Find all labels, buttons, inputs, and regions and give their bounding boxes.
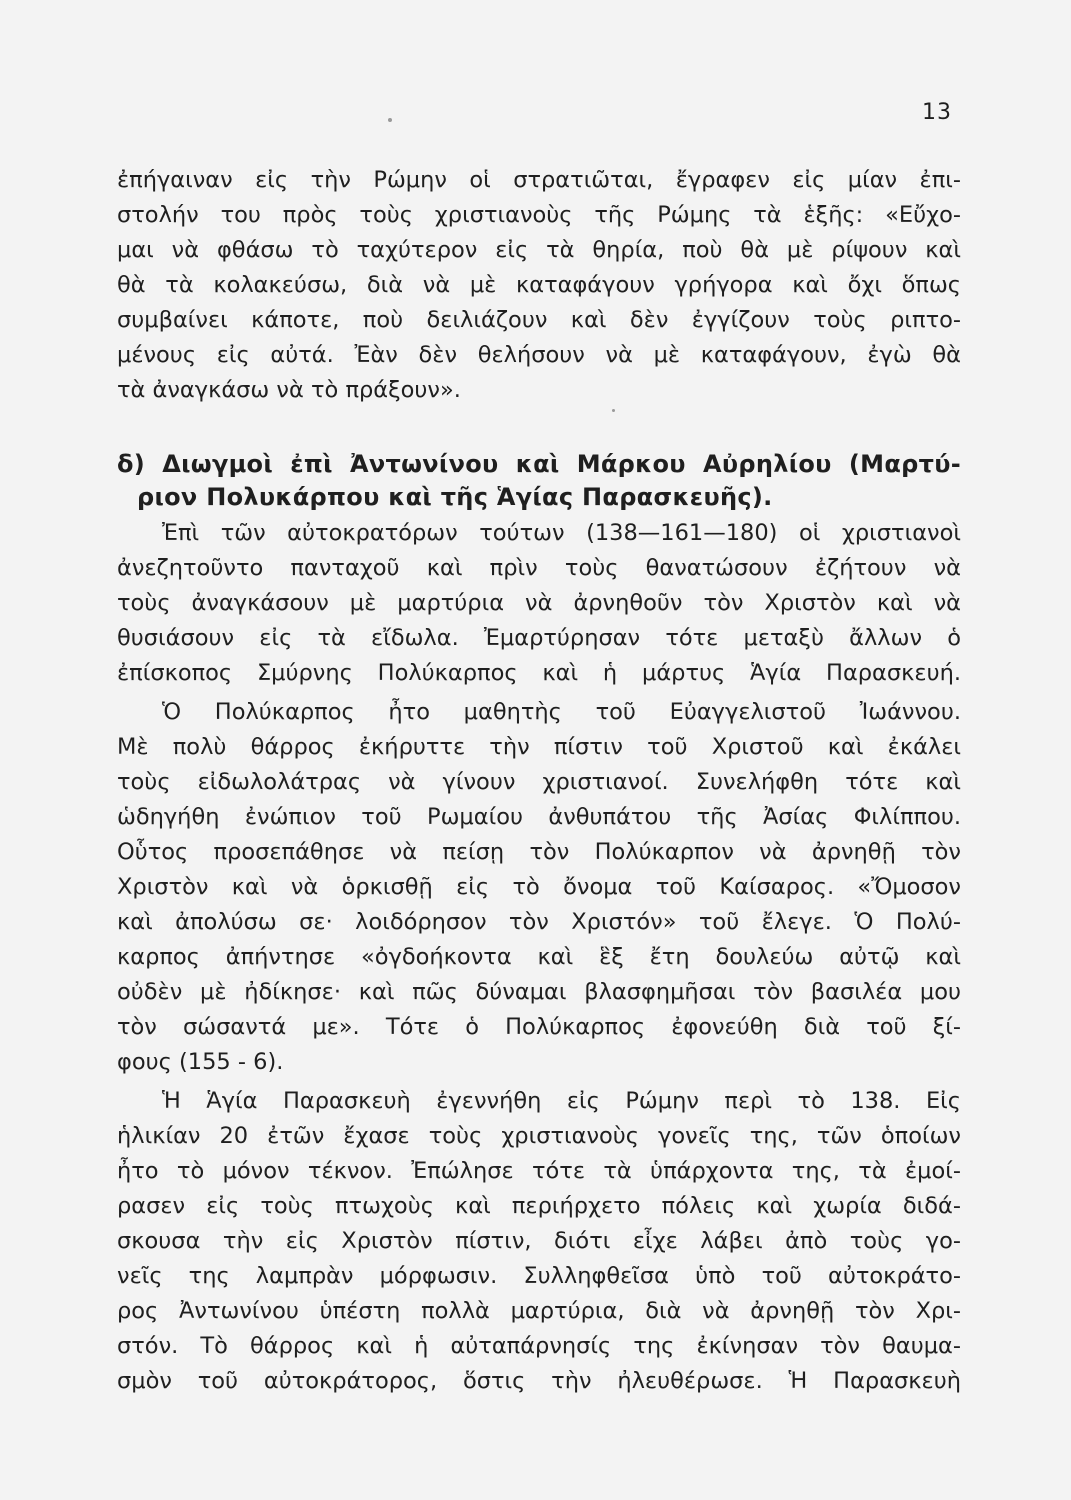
text-line: ὡδηγήθη ἐνώπιον τοῦ Ρωμαίου ἀνθυπάτου τῆς Ἀσίας Φιλίππου. (117, 804, 961, 830)
text-line: ρασεν εἰς τοὺς πτωχοὺς καὶ περιήρχετο πόλεις καὶ χωρία διδά- (117, 1193, 961, 1219)
text-line: ἀνεζητοῦντο πανταχοῦ καὶ πρὶν τοὺς θανατώσουν ἐζήτουν νὰ (117, 555, 961, 581)
text-line: τοὺς ἀναγκάσουν μὲ μαρτύρια νὰ ἀρνηθοῦν τὸν Χριστὸν καὶ νὰ (117, 590, 961, 616)
text-line: στόν. Τὸ θάρρος καὶ ἡ αὐταπάρνησίς της ἐκίνησαν τὸν θαυμα- (117, 1333, 961, 1359)
text-line: ἦτο τὸ μόνον τέκνον. Ἐπώλησε τότε τὰ ὑπάρχοντα της, τὰ ἐμοί- (117, 1158, 961, 1184)
text-line: Ἡ Ἁγία Παρασκευὴ ἐγεννήθη εἰς Ρώμην περὶ τὸ 138. Εἰς (162, 1088, 961, 1114)
text-line: στολήν του πρὸς τοὺς χριστιανοὺς τῆς Ρώμης τὰ ἑξῆς: «Εὔχο- (117, 202, 961, 228)
text-line: νεῖς της λαμπρὰν μόρφωσιν. Συλληφθεῖσα ὑπὸ τοῦ αὐτοκράτο- (117, 1263, 961, 1289)
scan-speck (612, 409, 615, 412)
text-line: τὸν σώσαντά με». Τότε ὁ Πολύκαρπος ἐφονεύθη διὰ τοῦ ξί- (117, 1014, 961, 1040)
text-line: ἡλικίαν 20 ἐτῶν ἔχασε τοὺς χριστιανοὺς γονεῖς της, τῶν ὁποίων (117, 1123, 961, 1149)
text-line: συμβαίνει κάποτε, ποὺ δειλιάζουν καὶ δὲν ἐγγίζουν τοὺς ριπτο- (117, 307, 961, 333)
text-line: Οὗτος προσεπάθησε νὰ πείσῃ τὸν Πολύκαρπον νὰ ἀρνηθῇ τὸν (117, 839, 961, 865)
section-heading: δ) Διωγμοὶ ἐπὶ Ἀντωνίνου καὶ Μάρκου Αὐρηλίου (Μαρτύ- (117, 450, 961, 478)
text-line: σμὸν τοῦ αὐτοκράτορος, ὅστις τὴν ἠλευθέρωσε. Ἡ Παρασκευὴ (117, 1368, 961, 1394)
text-line: Χριστὸν καὶ νὰ ὁρκισθῇ εἰς τὸ ὄνομα τοῦ Καίσαρος. «Ὄμοσον (117, 874, 961, 900)
text-line: Ἐπὶ τῶν αὐτοκρατόρων τούτων (138—161—180) οἱ χριστιανοὶ (162, 520, 961, 546)
scan-speck (388, 118, 392, 122)
text-line: θυσιάσουν εἰς τὰ εἴδωλα. Ἐμαρτύρησαν τότε μεταξὺ ἄλλων ὁ (117, 625, 961, 651)
text-line: τὰ ἀναγκάσω νὰ τὸ πράξουν». (117, 377, 461, 403)
text-line: σκουσα τὴν εἰς Χριστὸν πίστιν, διότι εἶχε λάβει ἀπὸ τοὺς γο- (117, 1228, 961, 1254)
text-line: τοὺς εἰδωλολάτρας νὰ γίνουν χριστιανοί. Συνελήφθη τότε καὶ (117, 769, 961, 795)
page-number: 13 (922, 100, 952, 125)
text-line: καὶ ἀπολύσω σε· λοιδόρησον τὸν Χριστόν» τοῦ ἔλεγε. Ὁ Πολύ- (117, 909, 961, 935)
text-line: Μὲ πολὺ θάρρος ἐκήρυττε τὴν πίστιν τοῦ Χριστοῦ καὶ ἐκάλει (117, 734, 961, 760)
text-line: μαι νὰ φθάσω τὸ ταχύτερον εἰς τὰ θηρία, ποὺ θὰ μὲ ρίψουν καὶ (117, 237, 961, 263)
text-line: ἐπήγαιναν εἰς τὴν Ρώμην οἱ στρατιῶται, ἔγραφεν εἰς μίαν ἐπι- (117, 167, 961, 193)
section-heading: ριον Πολυκάρπου καὶ τῆς Ἁγίας Παρασκευῆς). (137, 483, 773, 511)
text-line: μένους εἰς αὐτά. Ἐὰν δὲν θελήσουν νὰ μὲ καταφάγουν, ἐγὼ θὰ (117, 342, 961, 368)
text-line: ἐπίσκοπος Σμύρνης Πολύκαρπος καὶ ἡ μάρτυς Ἁγία Παρασκευή. (117, 660, 961, 686)
text-line: φους (155 - 6). (117, 1049, 284, 1075)
text-line: ρος Ἀντωνίνου ὑπέστη πολλὰ μαρτύρια, διὰ νὰ ἀρνηθῇ τὸν Χρι- (117, 1298, 961, 1324)
text-line: οὐδὲν μὲ ἠδίκησε· καὶ πῶς δύναμαι βλασφημῆσαι τὸν βασιλέα μου (117, 979, 961, 1005)
text-line: καρπος ἀπήντησε «ὀγδοήκοντα καὶ ἓξ ἔτη δουλεύω αὐτῷ καὶ (117, 944, 961, 970)
text-line: θὰ τὰ κολακεύσω, διὰ νὰ μὲ καταφάγουν γρήγορα καὶ ὄχι ὅπως (117, 272, 961, 298)
text-line: Ὁ Πολύκαρπος ἦτο μαθητὴς τοῦ Εὐαγγελιστοῦ Ἰωάννου. (162, 699, 961, 725)
